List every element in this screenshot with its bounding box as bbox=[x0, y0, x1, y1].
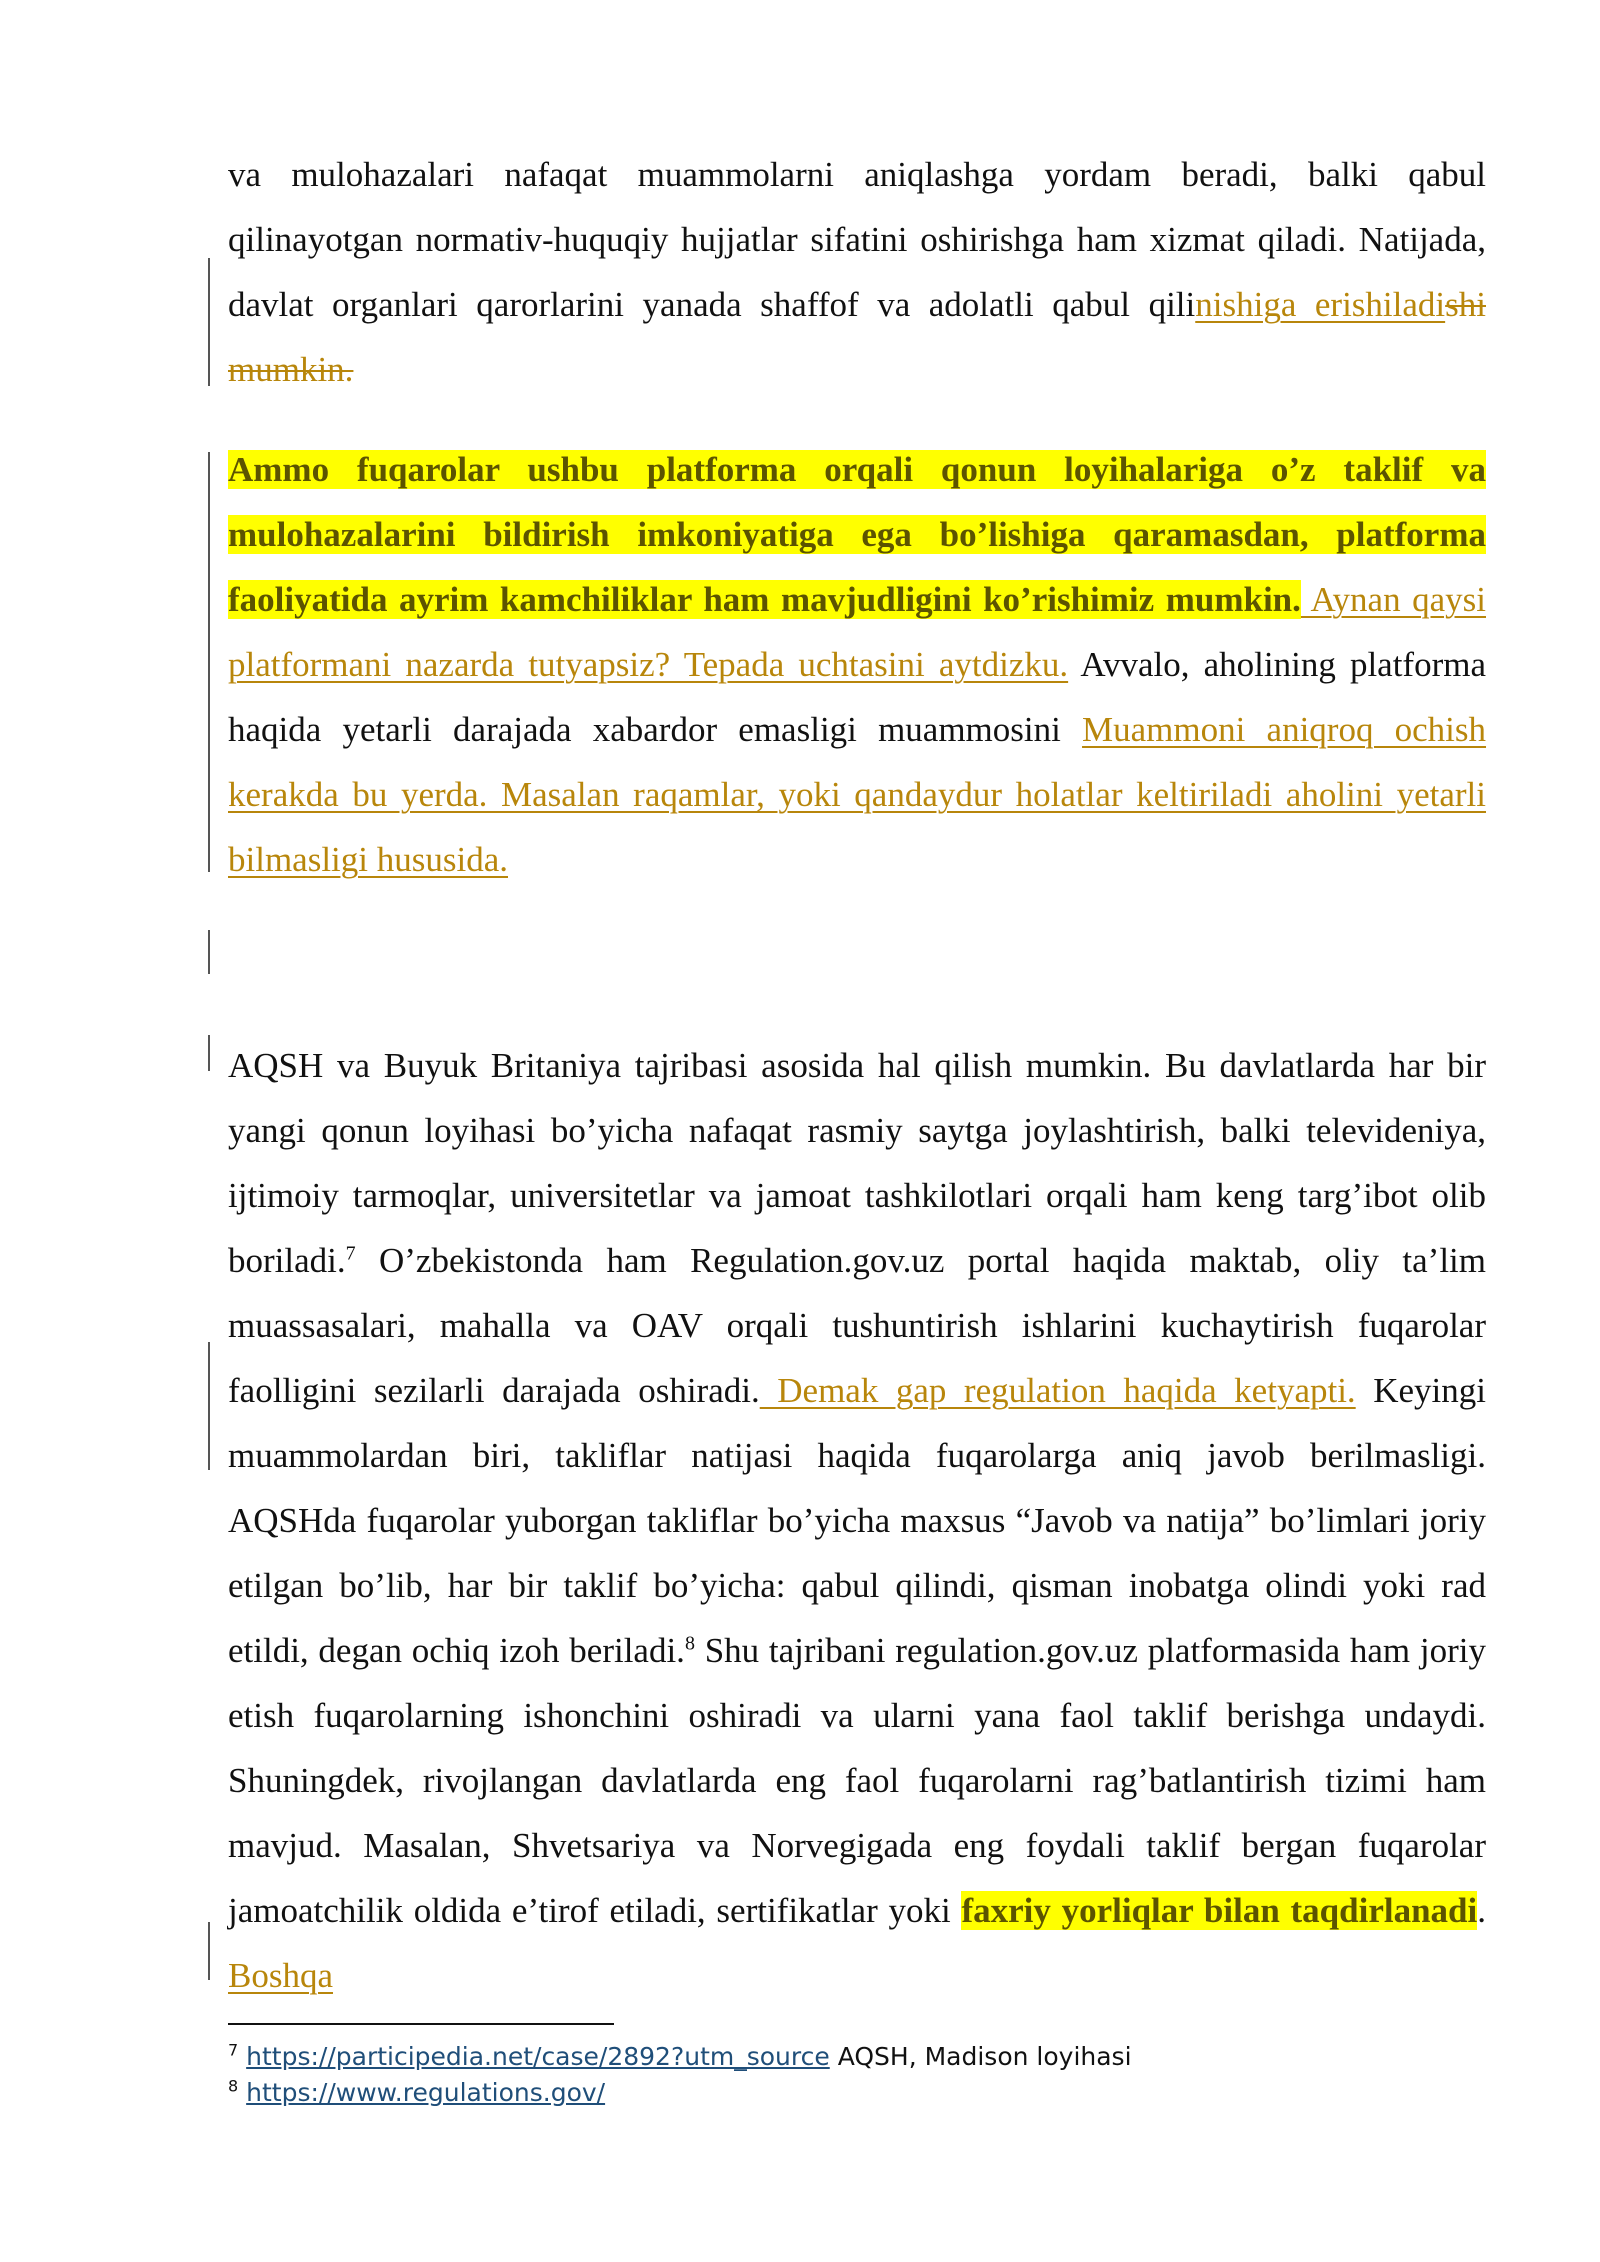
footnote-ref[interactable]: 8 bbox=[684, 1632, 695, 1655]
paragraph-3 bbox=[228, 1033, 1486, 2008]
footnote-separator bbox=[228, 2023, 614, 2025]
body-text: AQSH va Buyuk Britaniya tajribasi asosida hal qilish mumkin. Bu davlatlarda har bir yangi qonun loyihasi bo’yicha nafaqat rasmiy saytga joylashtirish, balki televideniya, ijtimoiy tarmoqlar, universitetlar va jamoat tashkilotlari orqali ham keng targ’ibot olib boriladi. bbox=[228, 1046, 1486, 1280]
change-bar bbox=[208, 930, 210, 974]
tracked-comment-insertion[interactable]: Aynan qaysi platformani nazarda tutyapsiz? Tepada uchtasini aytdizku. bbox=[228, 580, 1486, 684]
tracked-comment-insertion[interactable]: Demak gap regulation haqida ketyapti. bbox=[759, 1371, 1356, 1410]
body-text: va mulohazalari nafaqat muammolarni aniqlashga yordam beradi, balki qabul qilinayotgan normativ-huquqiy hujjatlar sifatini oshirishga ham xizmat qiladi. Natijada, davlat organlari qarorlarini yanada shaffof va adolatli qabul qili bbox=[228, 155, 1486, 324]
footnote-7 bbox=[228, 2040, 1528, 2074]
footnote-ref[interactable]: 7 bbox=[345, 1242, 356, 1265]
footnote-link[interactable]: https://participedia.net/case/2892?utm_source bbox=[246, 2042, 830, 2071]
tracked-insertion[interactable]: nishiga erishiladi bbox=[1195, 285, 1446, 324]
change-bar bbox=[208, 1035, 210, 1071]
body-text: O’zbekistonda ham Regulation.gov.uz portal haqida maktab, oliy ta’lim muassasalari, mahalla va OAV orqali tushuntirish ishlarini kuchaytirish fuqarolar faolligini sezilarli darajada oshiradi. bbox=[228, 1241, 1486, 1410]
body-text: Keyingi muammolardan biri, takliflar natijasi haqida fuqarolarga aniq javob berilmasligi. AQSHda fuqarolar yuborgan takliflar bo’yicha maxsus “Javob va natija” bo’limlari joriy etilgan bo’lib, har bir taklif bo’yicha: qabul qilindi, qisman inobatga olindi yoki rad etildi, degan ochiq izoh beriladi. bbox=[228, 1371, 1486, 1670]
change-bar bbox=[208, 1342, 210, 1470]
body-text: Shu tajribani regulation.gov.uz platformasida ham joriy etish fuqarolarning ishonchini oshiradi va ularni yana faol taklif berishga undaydi. Shuningdek, rivojlangan davlatlarda eng faol fuqarolarni rag’batlantirish tizimi ham mavjud. Masalan, Shvetsariya va Norvegigada eng foydali taklif bergan fuqarolar jamoatchilik oldida e’tirof etiladi, sertifikatlar yoki bbox=[228, 1631, 1486, 1930]
change-bar bbox=[208, 1922, 210, 1980]
paragraph-2 bbox=[228, 437, 1486, 892]
footnote-link[interactable]: https://www.regulations.gov/ bbox=[246, 2078, 606, 2107]
footnote-8 bbox=[228, 2076, 1528, 2110]
highlighted-text: faxriy yorliqlar bilan taqdirlanadi bbox=[961, 1891, 1478, 1930]
footnote-number: 7 bbox=[228, 2040, 239, 2060]
change-bar bbox=[208, 452, 210, 872]
footnote-number: 8 bbox=[228, 2076, 239, 2096]
body-text: . bbox=[1477, 1891, 1486, 1930]
change-bar bbox=[208, 258, 210, 386]
body-text: Avvalo, aholining platforma haqida yetarli darajada xabardor emasligi muammosini bbox=[228, 645, 1487, 749]
highlighted-text: Ammo fuqarolar ushbu platforma orqali qonun loyihalariga o’z taklif va mulohazalarini bildirish imkoniyatiga ega bo’lishiga qaramasdan, platforma faoliyatida ayrim kamchiliklar ham mavjudligini ko’rishimiz mumkin. bbox=[228, 450, 1486, 619]
footnote-text: AQSH, Madison loyihasi bbox=[829, 2042, 1132, 2071]
paragraph-1 bbox=[228, 142, 1486, 402]
tracked-deletion[interactable]: shi mumkin. bbox=[228, 285, 1486, 389]
tracked-comment-insertion[interactable]: Muammoni aniqroq ochish kerakda bu yerda. Masalan raqamlar, yoki qandaydur holatlar keltiriladi aholini yetarli bilmasligi hususida. bbox=[228, 710, 1487, 879]
tracked-comment-insertion[interactable]: Boshqa bbox=[228, 1956, 333, 1995]
